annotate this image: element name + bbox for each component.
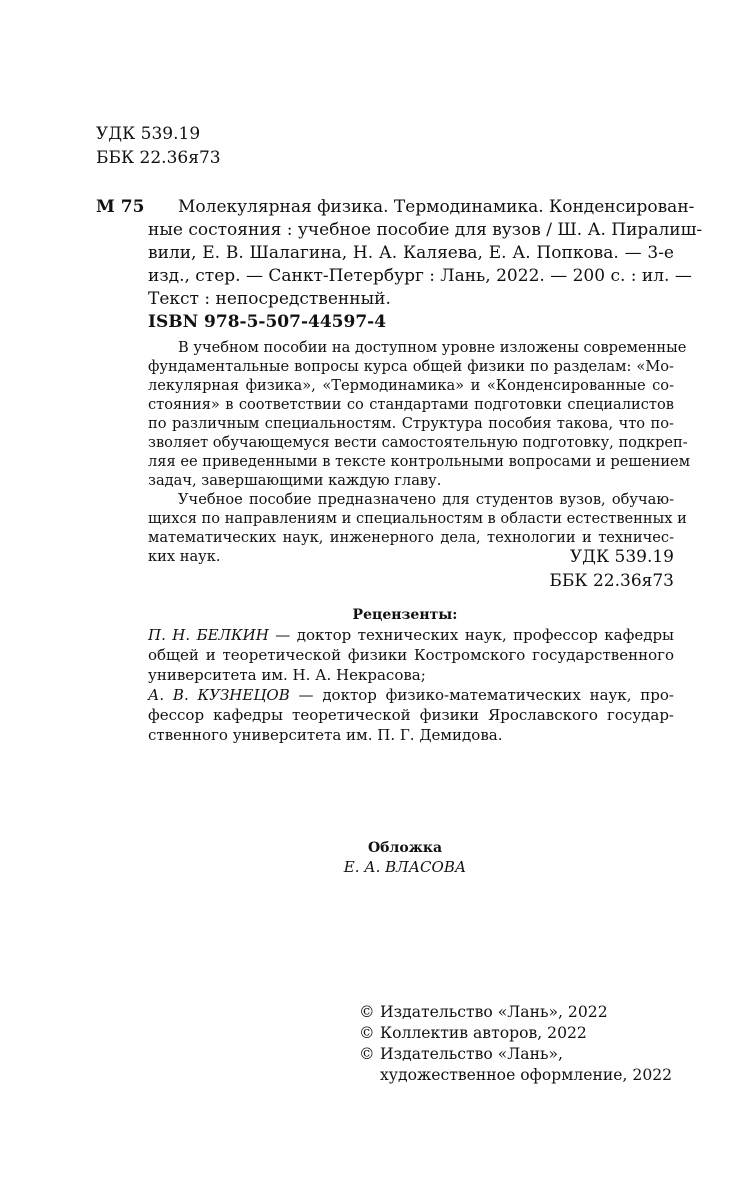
author-mark: М 75 [96,197,145,217]
copyright-line [359,1003,608,1021]
copyright-line [359,1045,563,1063]
reviewer-text: — доктор технических наук, профессор кафедры [268,626,674,644]
copyright-icon: © [359,1045,375,1063]
reviewer-line [148,626,674,644]
reviewer-name: П. Н. БЕЛКИН [148,626,269,644]
reviewer-line [148,686,674,704]
annotation-line: зволяет обучающемуся вести самостоятельную подготовку, подкреп- [148,434,688,451]
copyright-line [359,1024,587,1042]
copyright-text: Издательство «Лань», [380,1045,563,1063]
bbk-code-right: ББК 22.36я73 [549,571,674,591]
annotation-line: щихся по направлениям и специальностям в области естественных и [148,510,687,527]
copyright-icon: © [359,1003,375,1021]
copyright-text: художественное оформление, 2022 [380,1066,673,1084]
bibliography-line: Текст : непосредственный. [148,289,391,309]
copyright-line [359,1066,672,1084]
bbk-code-top: ББК 22.36я73 [96,148,221,168]
udk-code-top: УДК 539.19 [96,124,201,144]
annotation-line: задач, завершающими каждую главу. [148,472,442,489]
reviewer-text: — доктор физико-математических наук, про- [289,686,674,704]
reviewer-line: фессор кафедры теоретической физики Ярославского государ- [148,706,674,724]
annotation-line: ляя ее приведенными в тексте контрольными вопросами и решением [148,453,691,470]
annotation-line: В учебном пособии на доступном уровне изложены современные [178,339,687,356]
isbn: ISBN 978-5-507-44597-4 [148,312,387,332]
bibliography-line: Молекулярная физика. Термодинамика. Конденсирован- [178,197,695,217]
annotation-line: ких наук. [148,548,221,565]
annotation-line: математических наук, инженерного дела, технологии и техничес- [148,529,674,546]
reviewer-name: А. В. КУЗНЕЦОВ [148,686,290,704]
reviewer-line: университета им. Н. А. Некрасова; [148,666,426,684]
cover-heading: Обложка [367,840,443,856]
reviewer-line: общей и теоретической физики Костромского государственного [148,646,674,664]
cover-designer: Е. А. ВЛАСОВА [343,858,467,876]
bibliography-line: вили, Е. В. Шалагина, Н. А. Каляева, Е. А. Попкова. — 3-е [148,243,674,263]
copyright-text: Коллектив авторов, 2022 [380,1024,587,1042]
copyright-text: Издательство «Лань», 2022 [380,1003,608,1021]
udk-code-right: УДК 539.19 [569,547,674,567]
bibliography-line: ные состояния : учебное пособие для вузов / Ш. А. Пиралиш- [148,220,703,240]
annotation-line: фундаментальные вопросы курса общей физики по разделам: «Мо- [148,358,674,375]
reviewer-line: ственного университета им. П. Г. Демидова. [148,726,503,744]
annotation-line: стояния» в соответствии со стандартами подготовки специалистов [148,396,674,413]
bibliography-line: изд., стер. — Санкт-Петербург : Лань, 2022. — 200 с. : ил. — [148,266,692,286]
reviewers-heading: Рецензенты: [352,607,458,623]
copyright-icon: © [359,1024,375,1042]
annotation-line: лекулярная физика», «Термодинамика» и «Конденсированные со- [148,377,674,394]
annotation-line: по различным специальностям. Структура пособия такова, что по- [148,415,674,432]
annotation-line: Учебное пособие предназначено для студентов вузов, обучаю- [178,491,674,508]
